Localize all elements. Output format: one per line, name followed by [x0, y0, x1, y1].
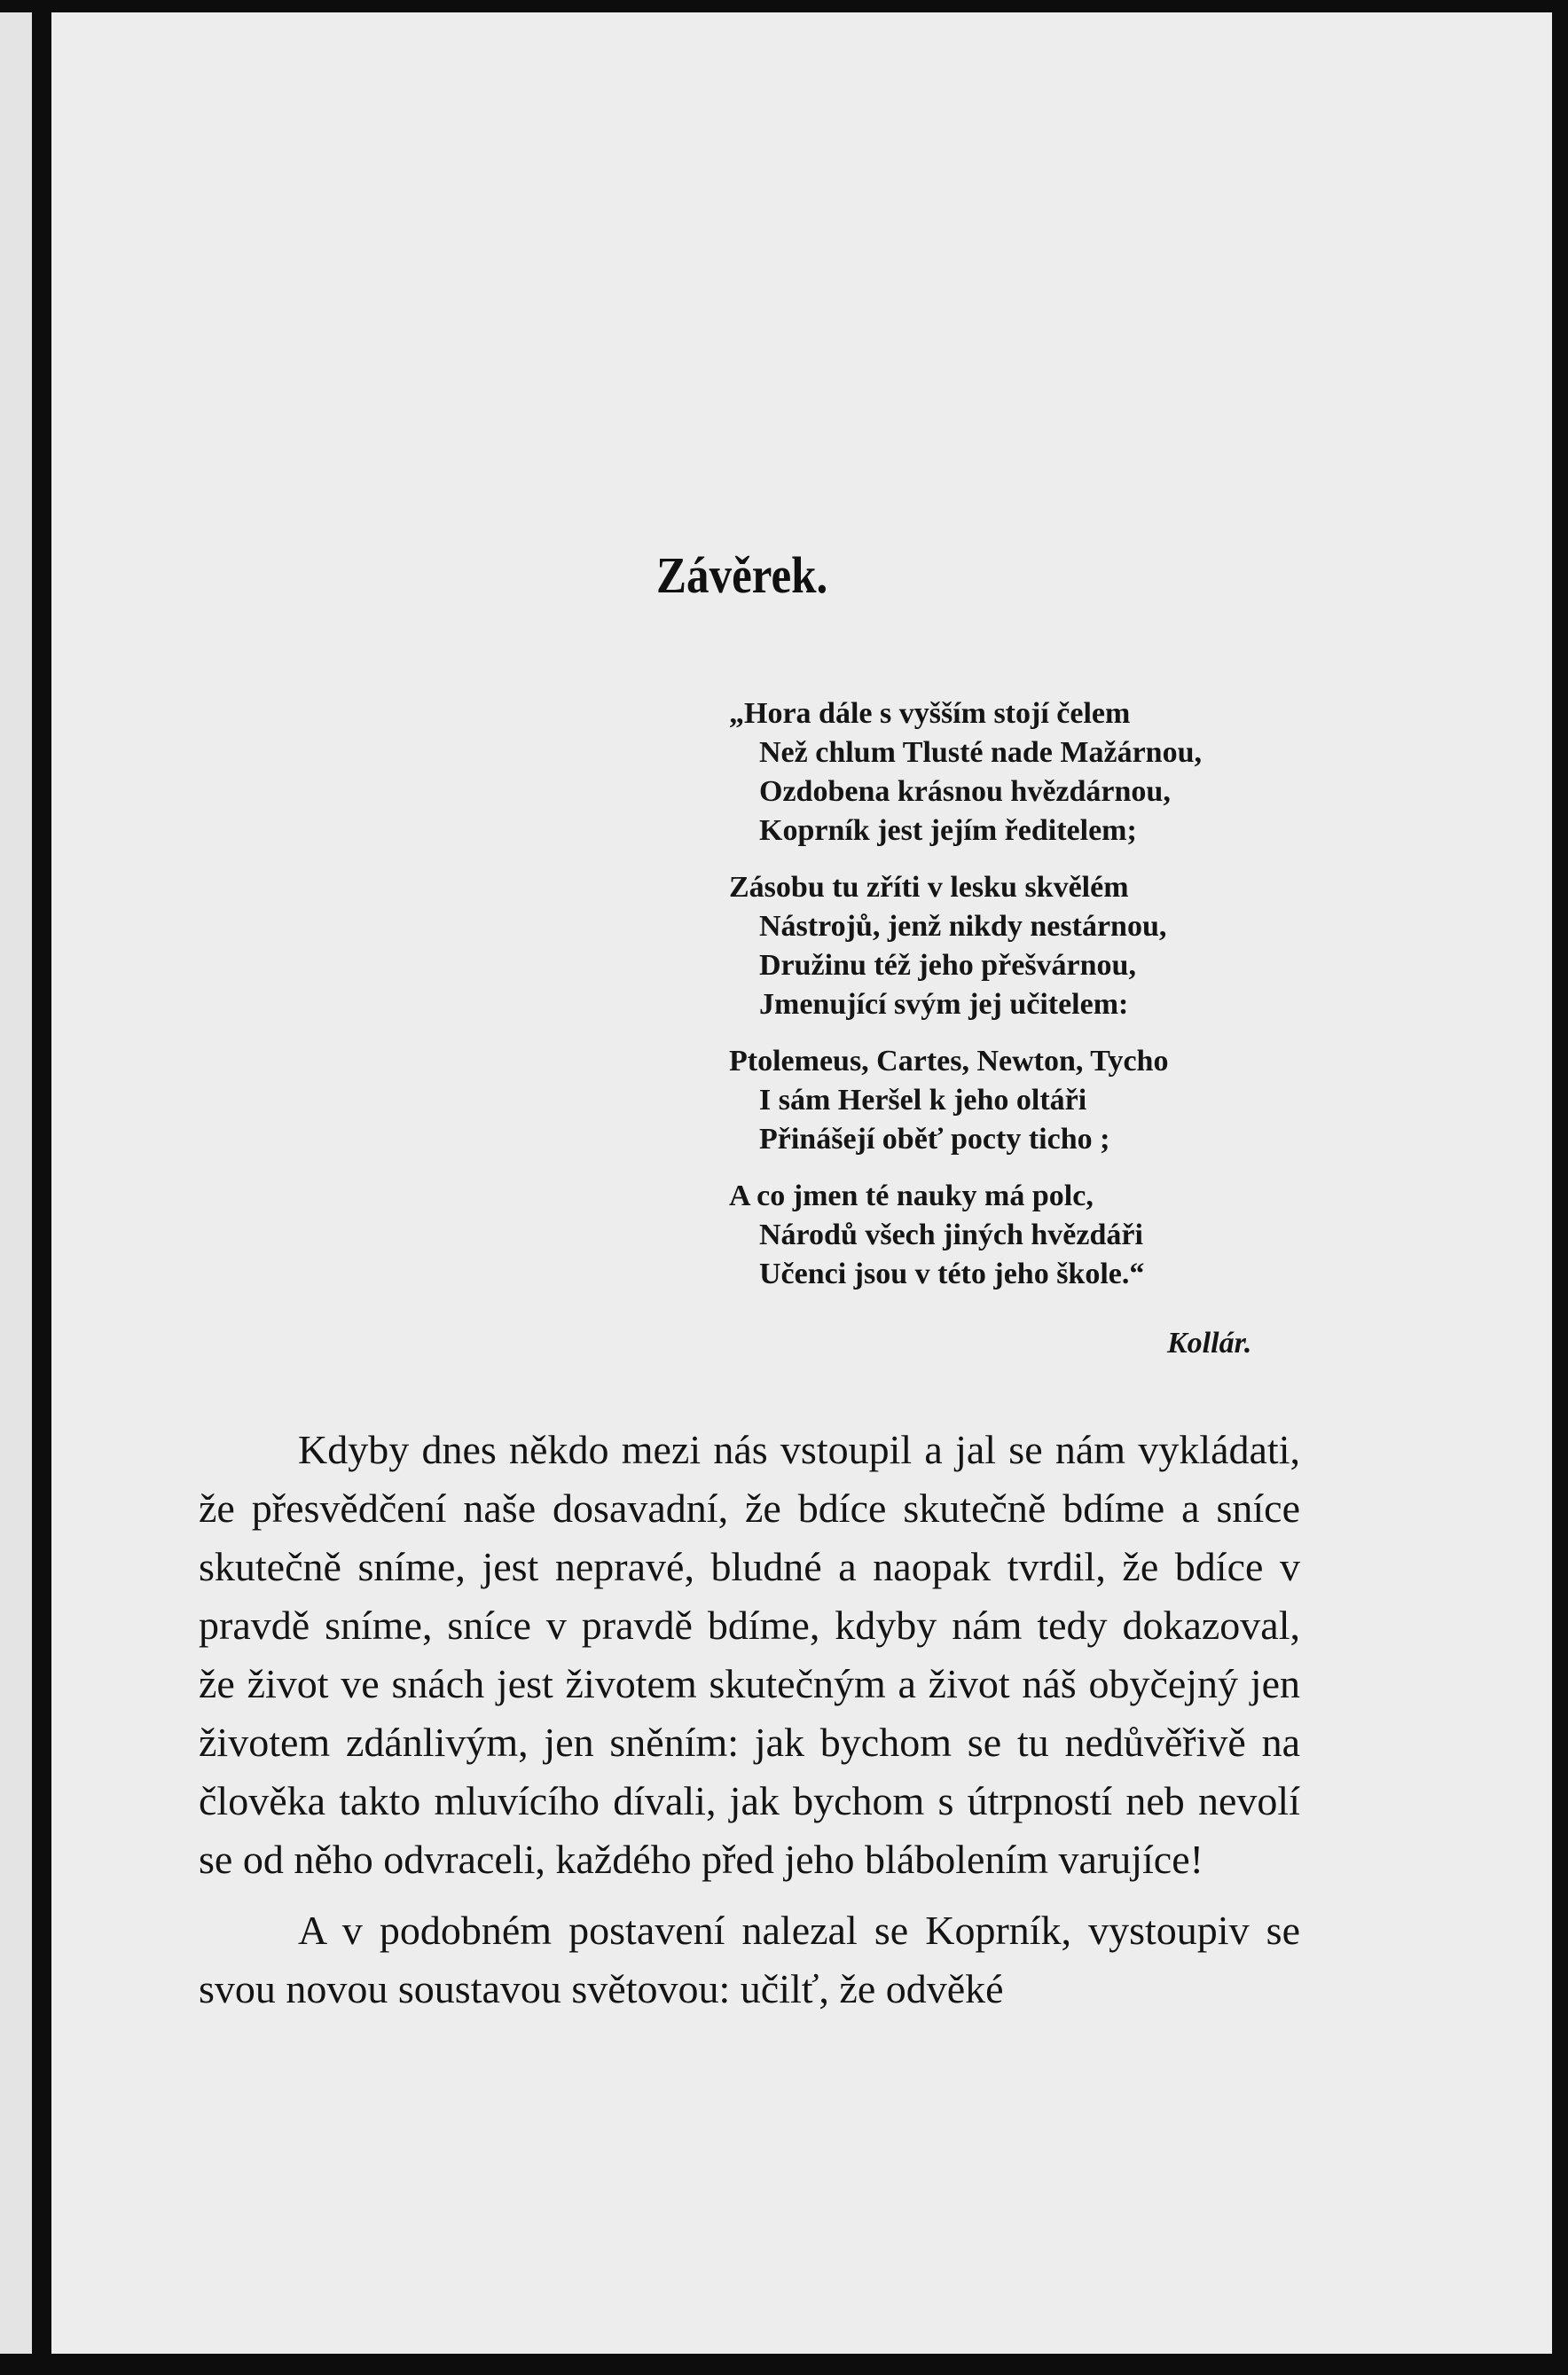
poem-line: Koprník jest jejím ředitelem;	[759, 814, 1137, 847]
poem-line: Nástrojů, jenž nikdy nestárnou,	[759, 910, 1167, 943]
body-text	[199, 1421, 1300, 2018]
poem-line: Národů všech jiných hvězdáři	[759, 1219, 1143, 1251]
paragraph: A v podobném postavení nalezal se Koprník, vystoupiv se svou novou soustavou světovou: učilť, že odvěké	[199, 1908, 1300, 2011]
poem-line: A co jmen té nauky má polc,	[729, 1180, 1094, 1212]
epigraph-poem	[729, 694, 1297, 1312]
poem-line: Přinášejí oběť pocty ticho ;	[759, 1123, 1110, 1156]
poem-line: Jmenující svým jej učitelem:	[759, 988, 1129, 1021]
poem-line: Ptolemeus, Cartes, Newton, Tycho	[729, 1045, 1169, 1078]
poem-stanza	[729, 1177, 1297, 1294]
poem-line: I sám Heršel k jeho oltáři	[759, 1084, 1087, 1117]
poem-line: Učenci jsou v této jeho škole.“	[759, 1258, 1145, 1290]
paragraph: Kdyby dnes někdo mezi nás vstoupil a jal se nám vykládati, že přesvědčení naše dosavadní, že bdíce skutečně bdíme a sníce skutečně sníme, jest nepravé, bludné a naopak tvrdil, že bdíce v pravdě sníme, sníce v pravdě bdíme, kdyby nám tedy dokazoval, že život ve snách jest životem skutečným a život náš obyčejný jen životem zdánlivým, jen sněním: jak bychom se tu nedůvěřivě na člověka takto mluvícího dívali, jak bychom s útrpností neb nevolí se od něho odvraceli, každého před jeho blábolením varujíce!	[199, 1427, 1300, 1882]
poem-stanza	[729, 868, 1297, 1024]
poem-author: Kollár.	[1167, 1327, 1252, 1360]
poem-line: Družinu též jeho přešvárnou,	[759, 949, 1136, 982]
poem-stanza	[729, 1042, 1297, 1159]
adjacent-page-edge	[0, 12, 32, 2354]
poem-line: Zásobu tu zříti v lesku skvělém	[729, 871, 1129, 904]
poem-line: „Hora dále s vyšším stojí čelem	[729, 697, 1131, 730]
chapter-title: Závěrek.	[656, 546, 828, 604]
poem-line: Ozdobena krásnou hvězdárnou,	[759, 775, 1171, 808]
poem-line: Než chlum Tlusté nade Mažárnou,	[759, 736, 1202, 769]
poem-stanza	[729, 694, 1297, 850]
